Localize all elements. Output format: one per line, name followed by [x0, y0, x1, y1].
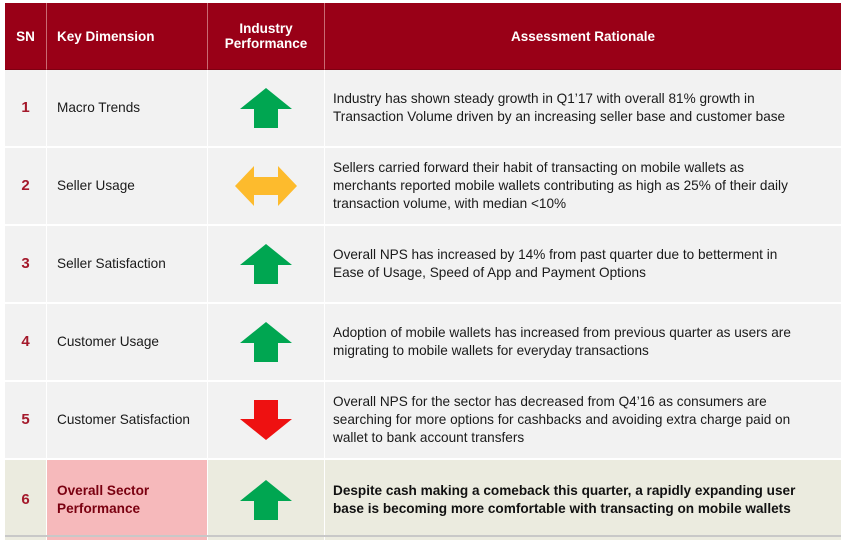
- rationale-line: Transaction Volume driven by an increasing seller base and customer base: [333, 109, 786, 124]
- rationale-line: Despite cash making a comeback this quarter, a rapidly expanding user: [333, 483, 796, 498]
- arrow-up-icon: [239, 87, 293, 129]
- row-dimension: [47, 460, 208, 542]
- row-rationale: [325, 382, 841, 460]
- rationale-line: migrating to mobile wallets for everyday transactions: [333, 343, 649, 358]
- left-right-arrow-icon: [234, 165, 298, 207]
- row-performance: [208, 70, 325, 148]
- rationale-line: Sellers carried forward their habit of transacting on mobile wallets as: [333, 160, 745, 175]
- row-dimension: Seller Satisfaction: [47, 226, 208, 304]
- table-row: [5, 148, 841, 226]
- row-performance: [208, 226, 325, 304]
- header-assessment-rationale: Assessment Rationale: [325, 3, 841, 70]
- row-sn: 5: [5, 382, 47, 460]
- arrow-down-icon: [239, 399, 293, 441]
- table-header-row: [5, 3, 841, 70]
- arrow-up-icon: [239, 243, 293, 285]
- row-dimension: Seller Usage: [47, 148, 208, 226]
- row-performance: [208, 148, 325, 226]
- table-row-overall: [5, 460, 841, 542]
- assessment-table-container: [5, 3, 841, 542]
- row-sn: 6: [5, 460, 47, 542]
- table-row: [5, 382, 841, 460]
- rationale-line: Adoption of mobile wallets has increased from previous quarter as users are: [333, 325, 791, 340]
- row-performance: [208, 382, 325, 460]
- rationale-line: wallet to bank account transfers: [333, 430, 525, 445]
- rationale-line: searching for more options for cashbacks and avoiding extra charge paid on: [333, 412, 791, 427]
- row-rationale: [325, 460, 841, 542]
- table-row: [5, 226, 841, 304]
- header-industry-performance: [208, 3, 325, 70]
- row-rationale: [325, 304, 841, 382]
- arrow-up-icon: [239, 479, 293, 521]
- row-dimension: Customer Satisfaction: [47, 382, 208, 460]
- row-dimension: Customer Usage: [47, 304, 208, 382]
- rationale-line: Ease of Usage, Speed of App and Payment Options: [333, 265, 646, 280]
- table-row: [5, 70, 841, 148]
- rationale-line: Industry has shown steady growth in Q1’17 with overall 81% growth in: [333, 91, 755, 106]
- rationale-line: transaction volume, with median <10%: [333, 196, 567, 211]
- header-sn: SN: [5, 3, 47, 70]
- assessment-table: [5, 3, 841, 542]
- rationale-line: merchants reported mobile wallets contributing as high as 25% of their daily: [333, 178, 788, 193]
- dimension-line: Overall Sector: [57, 483, 150, 498]
- row-sn: 2: [5, 148, 47, 226]
- row-performance: [208, 460, 325, 542]
- row-rationale: [325, 148, 841, 226]
- rationale-line: Overall NPS has increased by 14% from past quarter due to betterment in: [333, 247, 778, 262]
- row-dimension: Macro Trends: [47, 70, 208, 148]
- dimension-line: Performance: [57, 501, 141, 516]
- row-sn: 1: [5, 70, 47, 148]
- table-bottom-divider: [5, 535, 841, 537]
- rationale-line: base is becoming more comfortable with transacting on mobile wallets: [333, 501, 791, 516]
- row-sn: 3: [5, 226, 47, 304]
- header-performance-line-1: Industry: [239, 21, 293, 36]
- row-performance: [208, 304, 325, 382]
- header-performance-line-2: Performance: [224, 36, 308, 51]
- table-row: [5, 304, 841, 382]
- row-rationale: [325, 70, 841, 148]
- rationale-line: Overall NPS for the sector has decreased from Q4’16 as consumers are: [333, 394, 767, 409]
- arrow-up-icon: [239, 321, 293, 363]
- row-rationale: [325, 226, 841, 304]
- row-sn: 4: [5, 304, 47, 382]
- header-key-dimension: Key Dimension: [47, 3, 208, 70]
